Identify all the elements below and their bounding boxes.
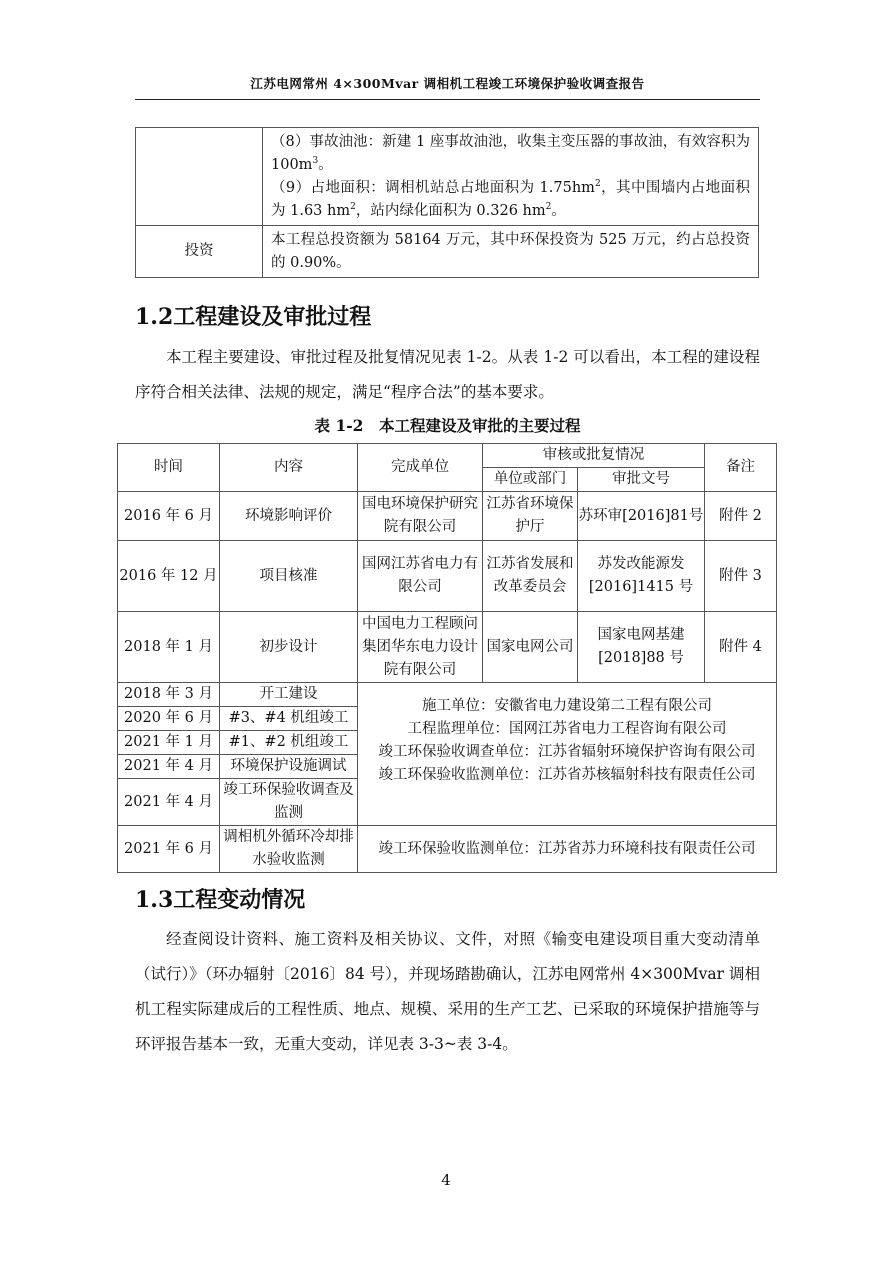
cell-content: #1、#2 机组竣工 [220,731,358,755]
cell-unit: 中国电力工程顾问集团华东电力设计院有限公司 [358,612,483,683]
cell-dept: 江苏省环境保护厅 [483,492,578,541]
table-cell [263,128,759,226]
cell-content: 环境影响评价 [220,492,358,541]
unit-line: 竣工环保验收调查单位：江苏省辐射环境保护咨询有限公司 [378,744,756,760]
cell-remark: 附件 2 [705,492,777,541]
cell-time: 2016 年 6 月 [118,492,220,541]
cell-dept: 江苏省发展和改革委员会 [483,541,578,612]
table-row [118,612,777,683]
cell-content: 竣工环保验收调查及监测 [220,779,358,826]
cell-time: 2018 年 3 月 [118,683,220,707]
unit-line: 工程监理单位：国网江苏省电力工程咨询有限公司 [407,721,727,737]
cell-content: #3、#4 机组竣工 [220,707,358,731]
unit-line: 施工单位：安徽省电力建设第二工程有限公司 [422,698,712,714]
header-rule [135,99,760,100]
table-header-row [118,444,777,468]
section-paragraph-1-2: 本工程主要建设、审批过程及批复情况见表 1-2。从表 1-2 可以看出，本工程的建设程序符合相关法律、法规的规定，满足“程序合法”的基本要求。 [135,348,760,401]
cell-dept: 国家电网公司 [483,612,578,683]
header-content: 内容 [220,444,358,492]
cell-time: 2018 年 1 月 [118,612,220,683]
unit-line: 竣工环保验收监测单位：江苏省苏核辐射科技有限责任公司 [378,767,756,783]
cell-content: 项目核准 [220,541,358,612]
cell-content: 初步设计 [220,612,358,683]
table-row [118,826,777,873]
item-oil-pool: （8）事故油池：新建 1 座事故油池，收集主变压器的事故油，有效容积为 $100m^3$。 [271,134,750,173]
investment-label: 投资 [136,226,263,278]
table-caption: 表 1-2 本工程建设及审批的主要过程 [314,416,581,435]
cell-time: 2016 年 12 月 [118,541,220,612]
cell-time: 2021 年 6 月 [118,826,220,873]
cell-docno: 苏发改能源发[2016]1415 号 [578,541,705,612]
cell-unit: 竣工环保验收监测单位：江苏省苏力环境科技有限责任公司 [358,826,777,873]
table-cell-empty [136,128,263,226]
cell-unit: 国电环境保护研究院有限公司 [358,492,483,541]
cell-time: 2021 年 4 月 [118,779,220,826]
cell-content: 开工建设 [220,683,358,707]
cell-time: 2020 年 6 月 [118,707,220,731]
cell-docno: 苏环审[2016]81号 [578,492,705,541]
cell-content: 调相机外循环冷却排水验收监测 [220,826,358,873]
header-unit: 完成单位 [358,444,483,492]
section-heading-1-2: 1.2工程建设及审批过程 [135,304,372,330]
cell-remark: 附件 3 [705,541,777,612]
table-row [136,128,759,226]
header-docno: 审批文号 [578,468,705,492]
approval-process-table [117,443,777,873]
table-row [118,683,777,707]
table-row [118,541,777,612]
table-row [118,492,777,541]
page-number: 4 [441,1171,451,1189]
construction-units-cell [358,683,777,826]
page-header: 江苏电网常州 4×300Mvar 调相机工程竣工环境保护验收调查报告 [250,76,645,91]
header-review: 审核或批复情况 [483,444,705,468]
cell-time: 2021 年 4 月 [118,755,220,779]
investment-text: 本工程总投资额为 58164 万元，其中环保投资为 525 万元，约占总投资的 0.90%。 [263,226,759,278]
cell-content: 环境保护设施调试 [220,755,358,779]
section-heading-1-3: 1.3工程变动情况 [135,887,306,913]
cell-time: 2021 年 1 月 [118,731,220,755]
table-row [136,226,759,278]
cell-docno: 国家电网基建[2018]88 号 [578,612,705,683]
header-time: 时间 [118,444,220,492]
item-land-area: （9）占地面积：调相机站总占地面积为 $1.75hm^2$，其中围墙内占地面积为 1.63 $hm^2$，站内绿化面积为 0.326 $hm^2$。 [271,179,750,219]
project-table-continued [135,127,759,278]
header-remark: 备注 [705,444,777,492]
section-paragraph-1-3: 经查阅设计资料、施工资料及相关协议、文件，对照《输变电建设项目重大变动清单（试行）》（环办辐射〔2016〕84 号），并现场踏勘确认，江苏电网常州 4×300Mvar 调相机工程实际建成后的工程性质、地点、规模、采用的生产工艺、已采取的环境保护措施等与环评报告基本一致，无重大变动，详见表 3-3~表 3-4。 [135,930,760,1053]
cell-remark: 附件 4 [705,612,777,683]
cell-unit: 国网江苏省电力有限公司 [358,541,483,612]
header-dept: 单位或部门 [483,468,578,492]
